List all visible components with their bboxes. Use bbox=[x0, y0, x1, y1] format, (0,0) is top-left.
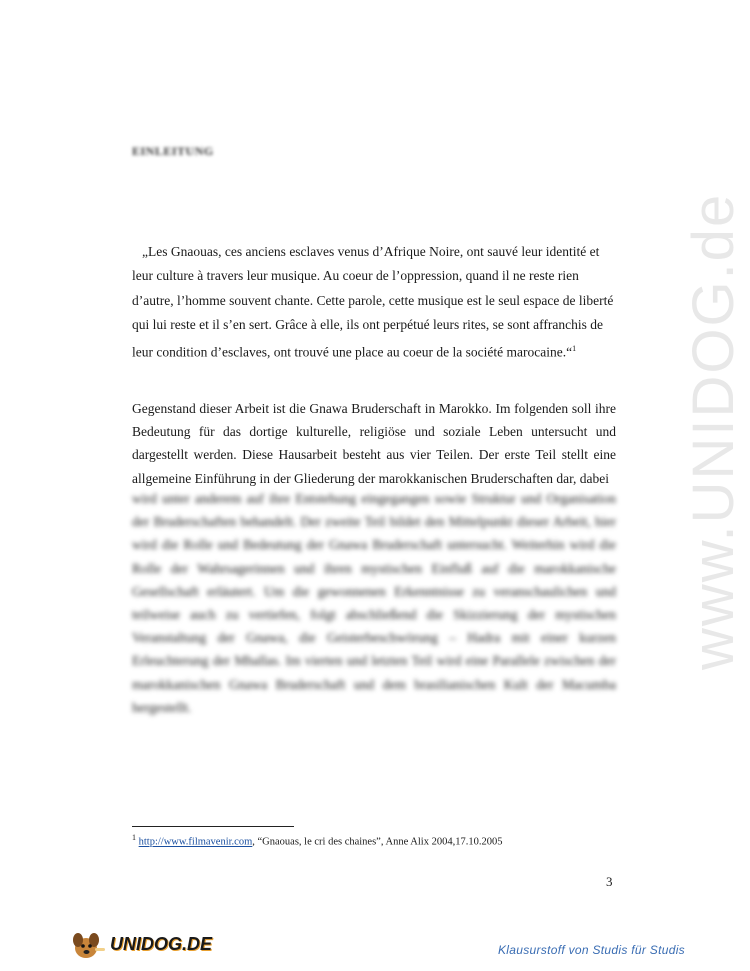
blurred-paragraph: wird unter anderem auf ihre Entstehung eingegangen sowie Struktur und Organisation der Bruderschaften behandelt. Der zweite Teil bildet den Mittelpunkt dieser Arbeit, hier wird die Rolle und Bedeutung der Gnawa Bruderschaft untersucht. Weiterhin wird die Rolle der Wahrsagerinnen und ihren mystischen Einfluß auf die marokkanische Gesellschaft erläutert. Um die gewonnenen Erkenntnisse zu veranschaulichen und teilweise auch zu vertiefen, folgt abschließend die Skizzierung der mystischen Veranstaltung der Gnawa, die Geisterbeschwörung – Hadra mit einer kurzen Erleuchterung der Mhallas. Im vierten und letzten Teil wird eine Parallele zwischen der marokkanischen Gnawa Bruderschaft und dem brasilianischen Kult der Macumba hergestellt. bbox=[132, 491, 616, 715]
intro-paragraph: Gegenstand dieser Arbeit ist die Gnawa Bruderschaft in Marokko. Im folgenden soll ihre Bedeutung für das dortige kulturelle, religiöse und soziale Leben untersucht und dargestellt werden. Diese Hausarbeit besteht aus vier Teilen. Der erste Teil stellt eine allgemeine Einführung in der Gliederung der marokkanischen Bruderschaften dar, dabei bbox=[132, 401, 616, 486]
watermark: www.UNIDOG.de bbox=[681, 192, 746, 670]
slogan: Klausurstoff von Studis für Studis bbox=[498, 943, 685, 957]
quote-line: leur culture à travers leur musique. Au coeur de l’oppression, quand il ne reste rien bbox=[132, 268, 579, 284]
footnote-reference: 1 bbox=[572, 344, 577, 354]
unidog-logo[interactable] bbox=[68, 928, 213, 962]
footnote-link[interactable]: http://www.filmavenir.com bbox=[138, 836, 253, 848]
page-number: 3 bbox=[606, 874, 613, 889]
footnote-text: , “Gnaouas, le cri des chaines”, Anne Alix 2004,17.10.2005 bbox=[252, 836, 503, 848]
quote-line: d’autre, l’homme souvent chante. Cette parole, cette musique est le seul espace de liberté bbox=[132, 292, 614, 308]
section-heading: EINLEITUNG bbox=[132, 144, 214, 158]
footnote-mark: 1 bbox=[132, 833, 136, 842]
quote-line: „Les Gnaouas, ces anciens esclaves venus d’Afrique Noire, ont sauvé leur identité et bbox=[142, 244, 600, 259]
footnote-rule bbox=[132, 826, 294, 827]
footnote bbox=[132, 833, 502, 848]
quote-block bbox=[132, 240, 616, 365]
quote-line: qui lui reste et il s’en sert. Grâce à elle, ils ont perpétué leurs rites, se sont affranchis de bbox=[132, 316, 603, 332]
dog-mascot-icon bbox=[68, 928, 108, 962]
quote-line: leur condition d’esclaves, ont trouvé une place au coeur de la société marocaine.“ bbox=[132, 344, 573, 360]
logo-text: UNIDOG.DE bbox=[110, 934, 213, 954]
